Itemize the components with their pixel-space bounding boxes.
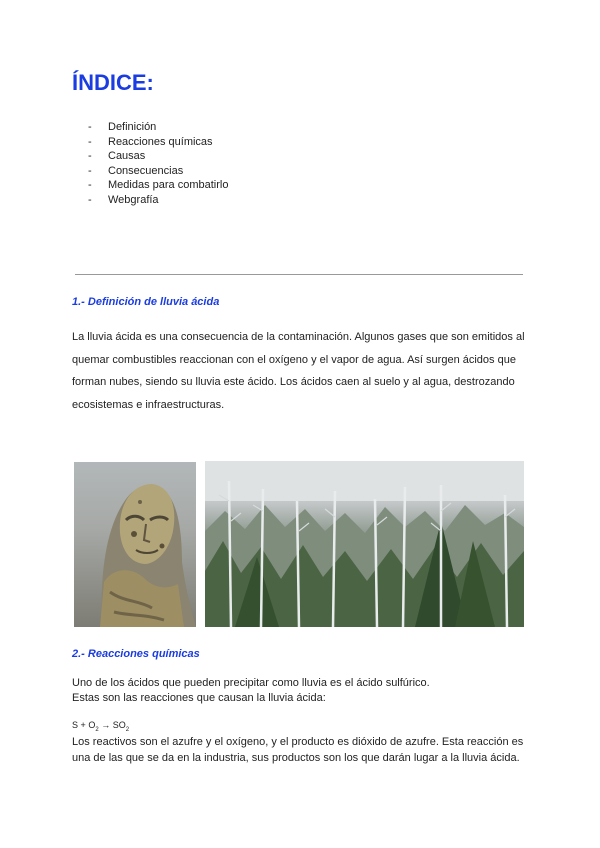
formula-product: SO — [112, 720, 126, 730]
section-1-body: La lluvia ácida es una consecuencia de la contaminación. Algunos gases que son emitidos al quemar combustibles reaccionan con el oxígeno y el vapor de agua. Así surgen ácidos que forman nubes, siendo su lluvia este ácido. Los ácidos caen al suelo y al agua, destrozando ecosistemas e infraestructuras. — [72, 331, 525, 411]
statue-illustration — [74, 462, 196, 627]
toc-item-webgrafia[interactable] — [88, 193, 228, 208]
toc-bullet: - — [88, 193, 92, 206]
toc-item-medidas[interactable] — [88, 178, 228, 193]
toc-bullet: - — [88, 164, 92, 177]
section-1-title: 1.- Definición de lluvia ácida — [72, 296, 220, 308]
toc-item-label: Webgrafía — [108, 193, 159, 206]
toc-item-reacciones[interactable] — [88, 135, 228, 150]
formula-oxygen: O — [88, 720, 96, 730]
damaged-forest-photo — [205, 461, 524, 627]
toc-item-label: Causas — [108, 150, 146, 163]
section-2-title: 2.- Reacciones químicas — [72, 648, 200, 660]
toc-item-consecuencias[interactable] — [88, 164, 228, 179]
toc-bullet: - — [88, 150, 92, 163]
toc-bullet: - — [88, 121, 92, 133]
formula-sulfur: S — [72, 720, 79, 730]
section-2-intro-line-1: Uno de los ácidos que pueden precipitar como lluvia es el ácido sulfúrico. — [72, 677, 430, 689]
toc-item-label: Reacciones químicas — [108, 135, 213, 148]
toc-item-definicion[interactable] — [88, 120, 228, 135]
toc-item-label: Medidas para combatirlo — [108, 179, 229, 192]
table-of-contents — [88, 120, 228, 208]
horizontal-divider — [75, 274, 523, 275]
section-2-intro — [72, 676, 532, 706]
formula-oxygen-subscript: 2 — [95, 726, 99, 733]
eroded-statue-photo — [74, 462, 196, 627]
section-2-intro-line-2: Estas son las reacciones que causan la lluvia ácida: — [72, 692, 326, 704]
chemical-equation — [72, 720, 129, 733]
toc-item-label: Definición — [108, 121, 157, 133]
toc-item-label: Consecuencias — [108, 164, 184, 177]
toc-item-causas[interactable] — [88, 149, 228, 164]
forest-illustration — [205, 461, 524, 627]
index-title: ÍNDICE: — [72, 70, 154, 95]
formula-product-subscript: 2 — [125, 726, 130, 733]
section-2-explanation: Los reactivos son el azufre y el oxígeno, y el producto es dióxido de azufre. Esta reacción es una de las que se da en la industria, sus productos son los que darán lugar a la lluvia ácida. — [72, 736, 524, 764]
formula-arrow: → — [101, 720, 111, 730]
toc-bullet: - — [88, 135, 92, 148]
formula-plus: + — [80, 720, 86, 730]
toc-bullet: - — [88, 179, 92, 192]
